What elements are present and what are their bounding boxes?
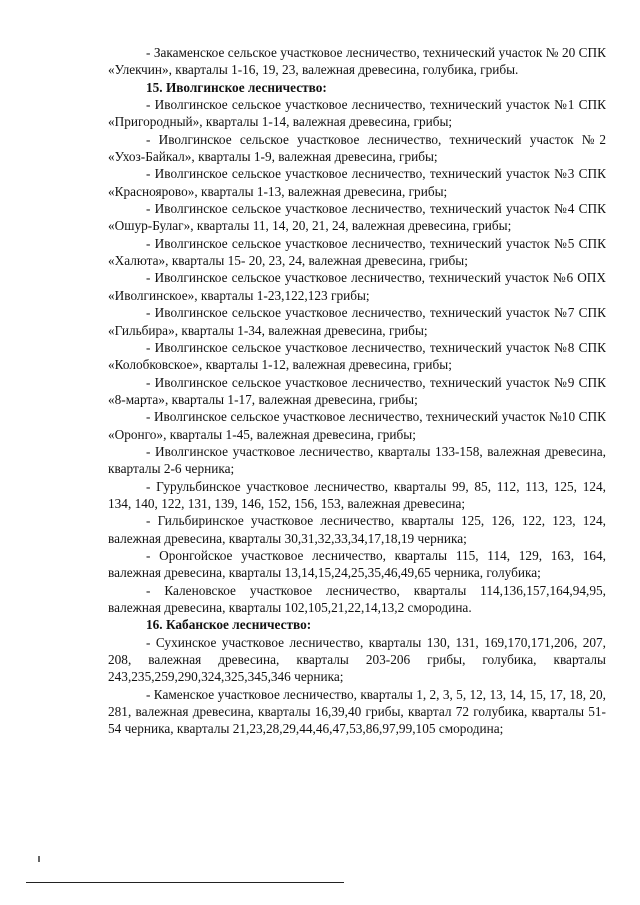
list-item: - Каленовское участковое лесничество, кварталы 114,136,157,164,94,95, валежная древесина, кварталы 102,105,21,22,14,13,2 смородина. xyxy=(108,582,606,615)
list-item: - Иволгинское сельское участковое лесничество, технический участок №3 СПК «Красноярово», кварталы 1-13, валежная древесина, грибы; xyxy=(108,166,606,199)
list-item: - Оронгойское участковое лесничество, кварталы 115, 114, 129, 163, 164, валежная древесина, кварталы 13,14,15,24,25,35,46,49,65 черника, голубика; xyxy=(108,547,606,581)
list-item: - Иволгинское сельское участковое лесничество, технический участок №6 ОПХ «Иволгинское», кварталы 1-23,122,123 грибы; xyxy=(108,270,606,303)
list-item: - Гурульбинское участковое лесничество, кварталы 99, 85, 112, 113, 125, 124, 134, 140, 122, 131, 139, 146, 152, 156, 153, валежная древесина; xyxy=(108,478,606,511)
list-item: - Каменское участковое лесничество, кварталы 1, 2, 3, 5, 12, 13, 14, 15, 17, 18, 20, 281, валежная древесина, кварталы 16,39,40 грибы, квартал 72 голубика, кварталы 51-54 черника, кварталы 21,23,28,29,44,46,47,53,86,97,99,105 смородина; xyxy=(108,686,606,737)
list-item: - Иволгинское сельское участковое лесничество, технический участок №1 СПК «Пригородный», кварталы 1-14, валежная древесина, грибы; xyxy=(108,97,606,130)
list-item: - Иволгинское участковое лесничество, кварталы 133-158, валежная древесина, кварталы 2-6 черника; xyxy=(108,443,606,477)
list-item: - Гильбиринское участковое лесничество, кварталы 125, 126, 122, 123, 124, валежная древесина, кварталы 30,31,32,33,34,17,18,19 черника; xyxy=(108,513,606,546)
section-heading: 16. Кабанское лесничество: xyxy=(146,617,312,633)
list-item: - Иволгинское сельское участковое лесничество, технический участок №5 СПК «Халюта», кварталы 15- 20, 23, 24, валежная древесина, грибы; xyxy=(108,235,606,269)
list-item: - Иволгинское сельское участковое лесничество, технический участок №4 СПК «Ошур-Булаг», кварталы 11, 14, 20, 21, 24, валежная древесина, грибы; xyxy=(108,201,606,234)
section-heading: 15. Иволгинское лесничество: xyxy=(146,79,327,95)
list-item: - Сухинское участковое лесничество, кварталы 130, 131, 169,170,171,206, 207, 208, валежная древесина, кварталы 203-206 грибы, голубика, кварталы 243,235,259,290,324,325,345,346 черника; xyxy=(108,634,606,685)
list-item: - Иволгинское сельское участковое лесничество, технический участок №8 СПК «Колобковское», кварталы 1-12, валежная древесина, грибы; xyxy=(108,339,606,373)
list-item: - Иволгинское сельское участковое лесничество, технический участок №9 СПК «8-марта», кварталы 1-17, валежная древесина, грибы; xyxy=(108,374,606,407)
list-item: - Иволгинское сельское участковое лесничество, технический участок №10 СПК «Оронго», кварталы 1-45, валежная древесина, грибы; xyxy=(108,409,606,442)
margin-mark xyxy=(38,856,40,862)
list-item: - Иволгинское сельское участковое лесничество, технический участок №7 СПК «Гильбира», кварталы 1-34, валежная древесина, грибы; xyxy=(108,305,606,338)
document-page xyxy=(108,44,606,738)
footer-rule xyxy=(26,882,344,883)
list-item: - Иволгинское сельское участковое лесничество, технический участок №2 «Ухоз-Байкал», кварталы 1-9, валежная древесина, грибы; xyxy=(108,131,606,165)
list-item: - Закаменское сельское участковое лесничество, технический участок № 20 СПК «Улекчин», кварталы 1-16, 19, 23, валежная древесина, голубика, грибы. xyxy=(108,45,606,78)
